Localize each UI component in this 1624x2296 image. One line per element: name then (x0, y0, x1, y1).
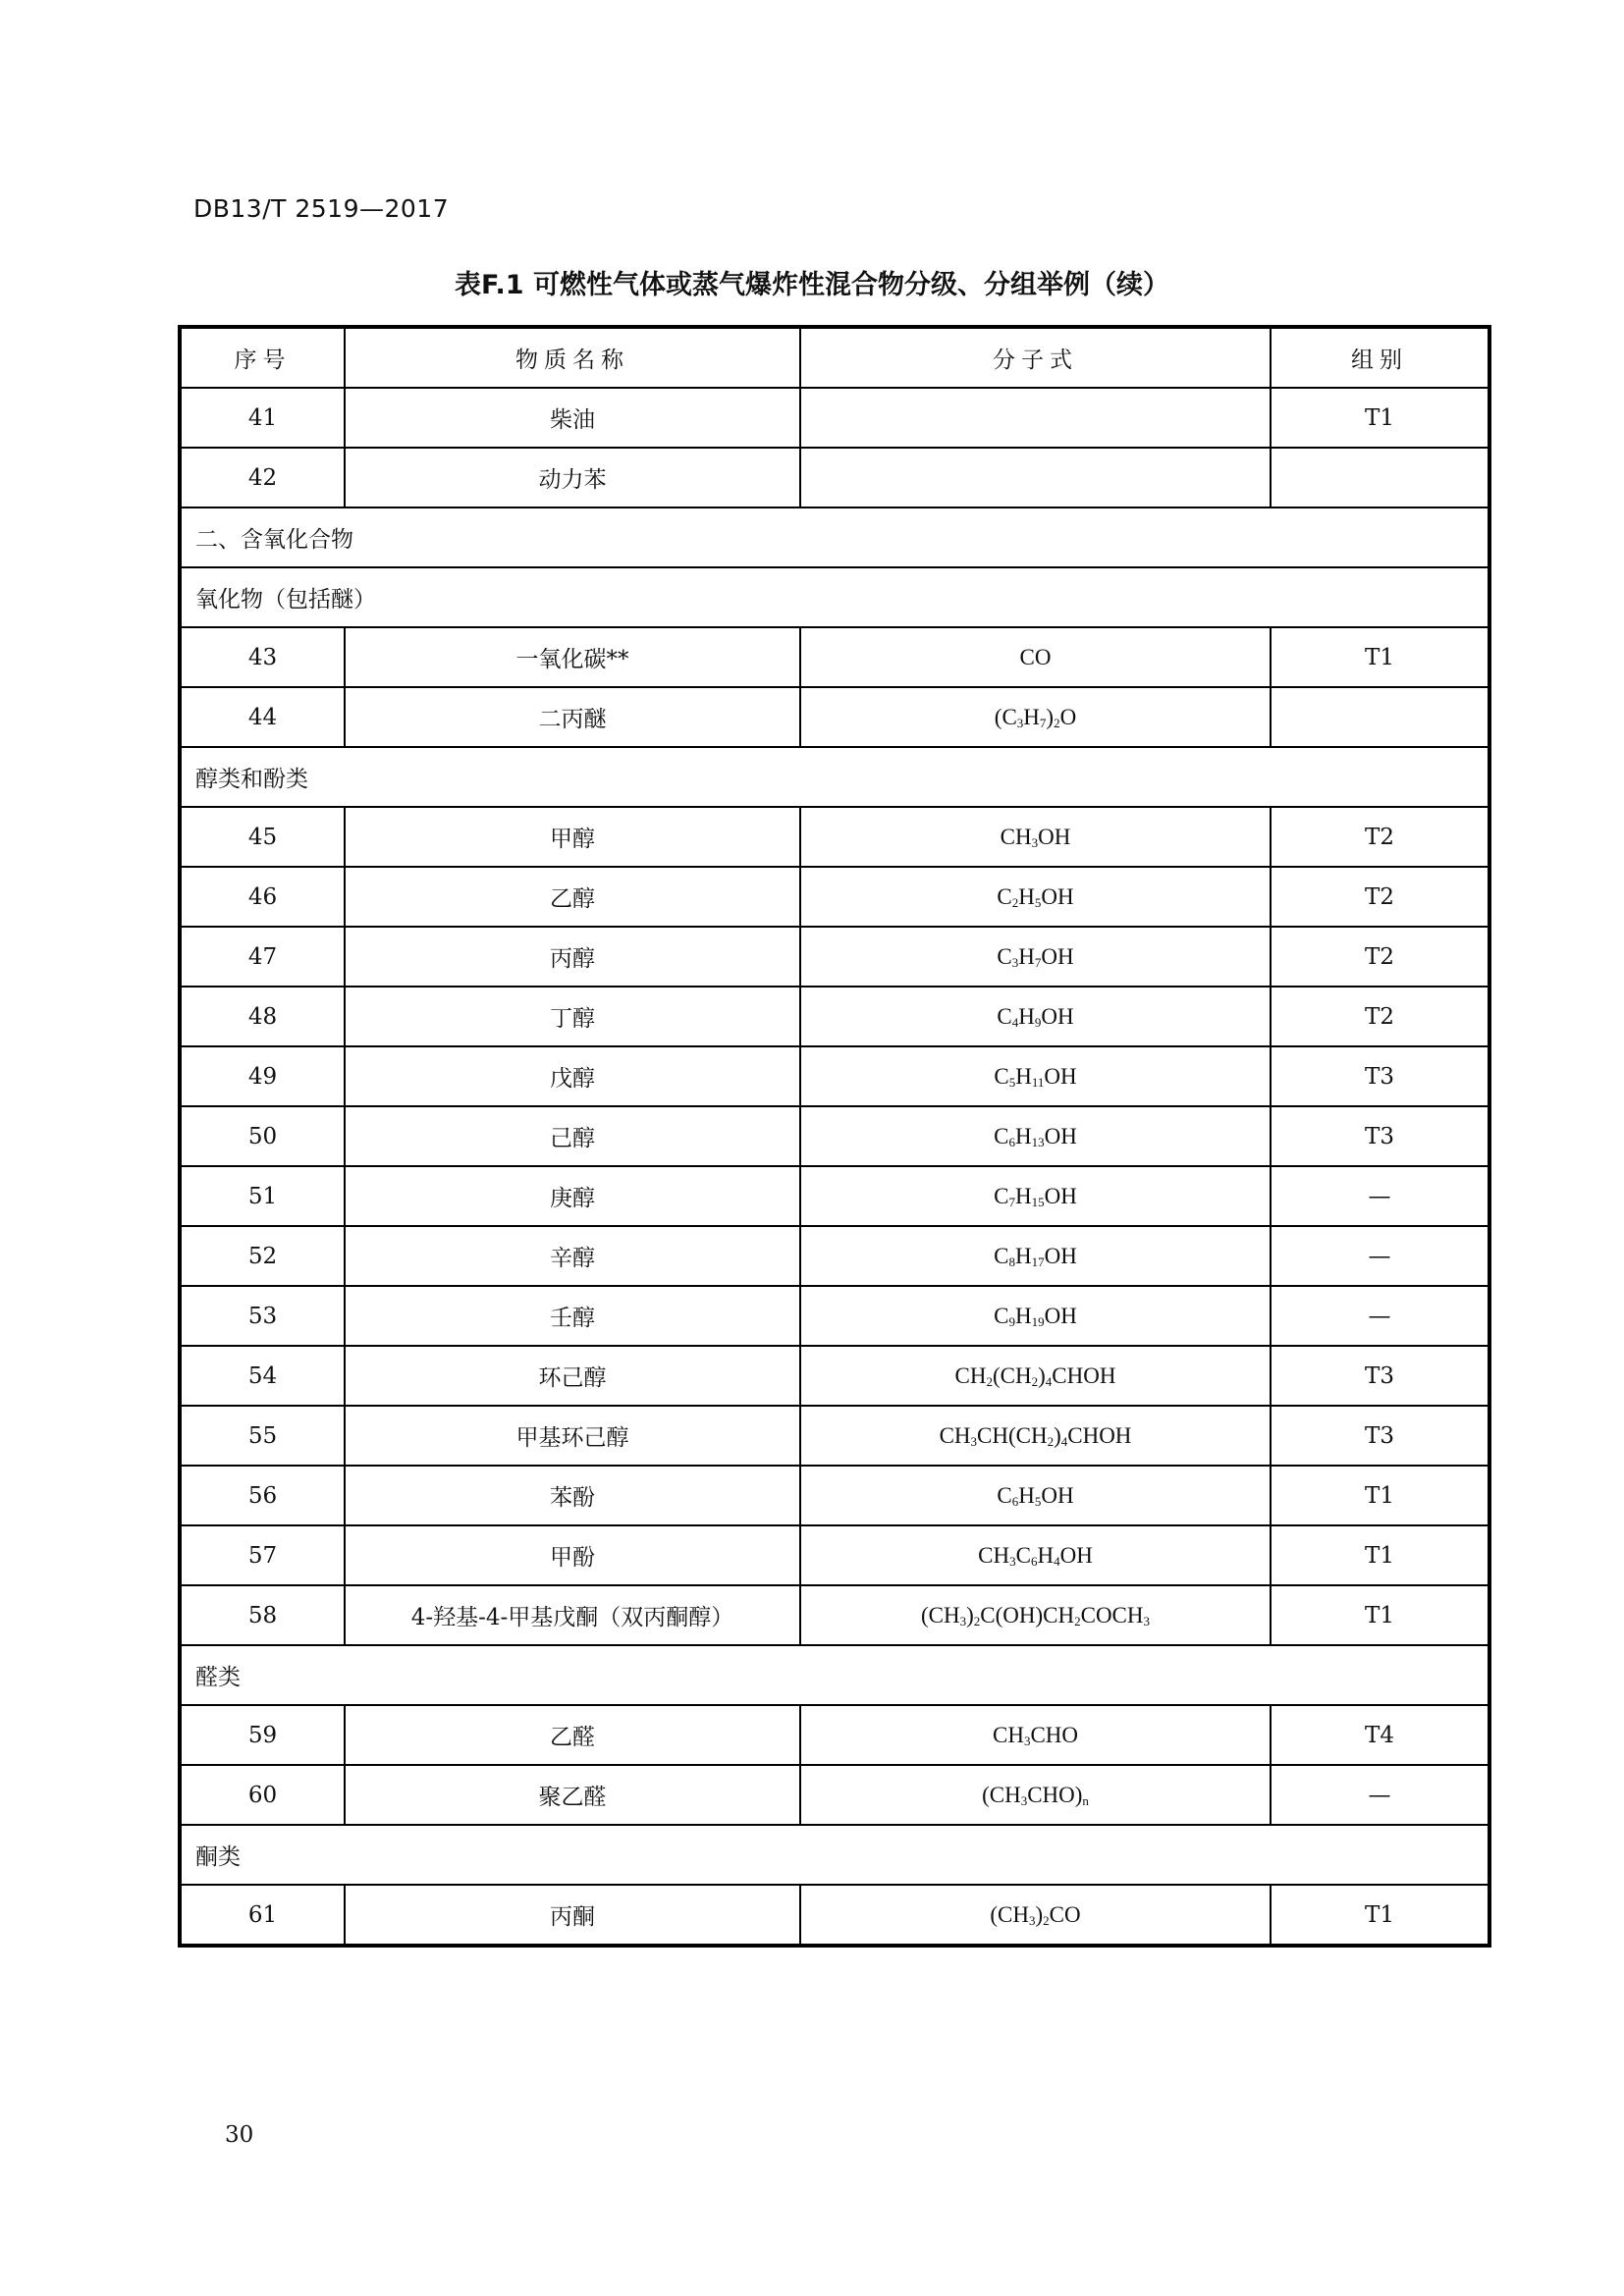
section-label: 酮类 (180, 1825, 1489, 1885)
formula-subscript: 2 (1011, 894, 1019, 910)
formula-part: C (994, 1123, 1009, 1148)
header-name: 物质名称 (345, 327, 800, 388)
cell-no: 56 (180, 1466, 345, 1525)
formula-subscript: 2 (986, 1373, 993, 1389)
cell-name: 戊醇 (345, 1046, 800, 1106)
table-row (180, 448, 1489, 507)
formula-part: OH (1038, 824, 1071, 849)
table-row (180, 1166, 1489, 1226)
formula-part: OH (1041, 1482, 1074, 1508)
cell-group: T3 (1271, 1346, 1489, 1406)
formula-part: CHO) (1027, 1782, 1083, 1807)
cell-formula (800, 867, 1271, 927)
table-title: 表F.1 可燃性气体或蒸气爆炸性混合物分级、分组举例（续） (455, 270, 1169, 300)
cell-no: 41 (180, 388, 345, 448)
formula-subscript: 7 (1008, 1194, 1015, 1209)
table-row (180, 1585, 1489, 1645)
header-no: 序号 (180, 327, 345, 388)
cell-no: 45 (180, 807, 345, 867)
formula-part: OH (1059, 1542, 1093, 1568)
table-row (180, 1466, 1489, 1525)
formula-subscript: 9 (1008, 1313, 1015, 1329)
table-row (180, 867, 1489, 927)
cell-name: 二丙醚 (345, 687, 800, 747)
table-row (180, 1346, 1489, 1406)
cell-no: 58 (180, 1585, 345, 1645)
formula-subscript: 9 (1034, 1014, 1042, 1030)
formula-subscript: 2 (1074, 1613, 1081, 1629)
formula-part: CHOH (1052, 1362, 1116, 1388)
formula-subscript: 6 (1030, 1553, 1038, 1569)
cell-formula (800, 1585, 1271, 1645)
cell-group: — (1271, 1166, 1489, 1226)
cell-no: 54 (180, 1346, 345, 1406)
cell-group: T3 (1271, 1406, 1489, 1466)
formula-subscript: 3 (1009, 1553, 1016, 1569)
formula-part: O (1059, 704, 1077, 729)
section-row (180, 1825, 1489, 1885)
header-formula: 分子式 (800, 327, 1271, 388)
formula-part: ) (1046, 704, 1055, 729)
table-row (180, 1286, 1489, 1346)
cell-no: 55 (180, 1406, 345, 1466)
cell-group: T1 (1271, 627, 1489, 687)
formula-subscript: 3 (1031, 834, 1039, 850)
cell-no: 50 (180, 1106, 345, 1166)
formula-subscript: 4 (1045, 1373, 1053, 1389)
table-row (180, 1226, 1489, 1286)
cell-no: 46 (180, 867, 345, 927)
cell-group: — (1271, 1765, 1489, 1825)
formula-subscript: 3 (1143, 1613, 1151, 1629)
cell-name: 己醇 (345, 1106, 800, 1166)
formula-part: H (1018, 943, 1035, 969)
cell-no: 49 (180, 1046, 345, 1106)
formula-subscript: 19 (1031, 1313, 1045, 1329)
formula-subscript: 3 (1029, 1912, 1036, 1928)
cell-group: T3 (1271, 1106, 1489, 1166)
cell-no: 43 (180, 627, 345, 687)
formula-subscript: 3 (1020, 1792, 1028, 1808)
cell-formula (800, 388, 1271, 448)
formula-part: ) (1054, 1422, 1061, 1448)
formula-part: ) (966, 1602, 974, 1628)
cell-formula (800, 1705, 1271, 1765)
formula-part: C(OH)CH (980, 1602, 1075, 1628)
cell-name: 柴油 (345, 388, 800, 448)
cell-no: 44 (180, 687, 345, 747)
formula-part: H (1014, 1183, 1032, 1208)
formula-part: H (1015, 1063, 1032, 1089)
cell-no: 57 (180, 1525, 345, 1585)
cell-name: 甲酚 (345, 1525, 800, 1585)
cell-name: 乙醇 (345, 867, 800, 927)
formula-part: CH (939, 1422, 971, 1448)
formula-part: C (994, 1243, 1009, 1268)
cell-group: — (1271, 1226, 1489, 1286)
formula-part: H (1018, 883, 1035, 909)
formula-part: H (1037, 1542, 1055, 1568)
formula-part: COCH (1080, 1602, 1144, 1628)
cell-formula (800, 1226, 1271, 1286)
section-row (180, 1645, 1489, 1705)
cell-group: T4 (1271, 1705, 1489, 1765)
cell-group: T2 (1271, 807, 1489, 867)
section-label: 醇类和酚类 (180, 747, 1489, 807)
section-label: 醛类 (180, 1645, 1489, 1705)
formula-part: CH(CH (977, 1422, 1048, 1448)
formula-subscript: 6 (1008, 1134, 1015, 1149)
formula-subscript: 2 (973, 1613, 981, 1629)
formula-part: (CH (992, 1362, 1032, 1388)
table-row (180, 687, 1489, 747)
table-row (180, 807, 1489, 867)
formula-part: OH (1044, 1063, 1077, 1089)
section-row (180, 567, 1489, 627)
formula-subscript: 2 (1054, 715, 1060, 730)
cell-formula (800, 1166, 1271, 1226)
cell-formula (800, 627, 1271, 687)
table-header-row (180, 327, 1489, 388)
cell-name: 聚乙醛 (345, 1765, 800, 1825)
cell-no: 61 (180, 1885, 345, 1946)
cell-no: 52 (180, 1226, 345, 1286)
cell-group: T1 (1271, 1525, 1489, 1585)
cell-formula (800, 1525, 1271, 1585)
substance-table (178, 325, 1491, 1948)
formula-part: CO (1049, 1901, 1081, 1927)
cell-group: T1 (1271, 388, 1489, 448)
cell-name: 丙酮 (345, 1885, 800, 1946)
formula-part: C (997, 883, 1012, 909)
formula-subscript: 4 (1011, 1014, 1019, 1030)
table-row (180, 1046, 1489, 1106)
cell-name: 壬醇 (345, 1286, 800, 1346)
cell-formula (800, 1106, 1271, 1166)
formula-subscript: 6 (1011, 1493, 1019, 1509)
cell-no: 42 (180, 448, 345, 507)
formula-subscript: 4 (1054, 1553, 1060, 1569)
formula-part: CHO (1030, 1722, 1078, 1747)
formula-subscript: 3 (1023, 1733, 1031, 1748)
formula-part: ) (1038, 1362, 1046, 1388)
formula-part: CO (1019, 644, 1052, 669)
formula-part: C (994, 1303, 1009, 1328)
table-row (180, 1106, 1489, 1166)
table-row (180, 1406, 1489, 1466)
formula-subscript: 2 (1047, 1433, 1055, 1449)
header-group: 组别 (1271, 327, 1489, 388)
table-body (180, 388, 1489, 1946)
formula-subscript: 5 (1008, 1074, 1016, 1090)
formula-subscript: 11 (1031, 1074, 1045, 1090)
cell-formula (800, 448, 1271, 507)
cell-group: T2 (1271, 927, 1489, 987)
formula-subscript: 7 (1034, 954, 1042, 970)
formula-part: OH (1044, 1123, 1077, 1148)
formula-part: C (994, 1063, 1009, 1089)
cell-no: 48 (180, 987, 345, 1046)
cell-formula (800, 927, 1271, 987)
cell-no: 47 (180, 927, 345, 987)
cell-formula (800, 1466, 1271, 1525)
cell-formula (800, 987, 1271, 1046)
section-row (180, 747, 1489, 807)
section-label: 二、含氧化合物 (180, 507, 1489, 567)
formula-subscript: 3 (1011, 954, 1019, 970)
formula-subscript: 13 (1031, 1134, 1045, 1149)
cell-name: 动力苯 (345, 448, 800, 507)
cell-name: 环己醇 (345, 1346, 800, 1406)
formula-subscript: n (1082, 1792, 1089, 1808)
formula-part: H (1014, 1123, 1032, 1148)
cell-group (1271, 687, 1489, 747)
cell-group: T1 (1271, 1585, 1489, 1645)
cell-formula (800, 1346, 1271, 1406)
formula-part: CH (978, 1542, 1010, 1568)
table-row (180, 987, 1489, 1046)
cell-group: — (1271, 1286, 1489, 1346)
formula-part: H (1023, 704, 1040, 729)
formula-subscript: 17 (1031, 1254, 1045, 1269)
formula-subscript: 3 (959, 1613, 967, 1629)
formula-subscript: 15 (1031, 1194, 1045, 1209)
formula-part: H (1018, 1003, 1035, 1029)
cell-name: 辛醇 (345, 1226, 800, 1286)
formula-subscript: 2 (1031, 1373, 1039, 1389)
formula-subscript: 5 (1034, 1493, 1042, 1509)
cell-name: 4-羟基-4-甲基戊酮（双丙酮醇） (345, 1585, 800, 1645)
formula-part: CHOH (1067, 1422, 1132, 1448)
table-row (180, 1885, 1489, 1946)
cell-group (1271, 448, 1489, 507)
cell-name: 甲醇 (345, 807, 800, 867)
cell-group: T3 (1271, 1046, 1489, 1106)
table-row (180, 927, 1489, 987)
cell-name: 庚醇 (345, 1166, 800, 1226)
formula-part: H (1018, 1482, 1035, 1508)
cell-no: 60 (180, 1765, 345, 1825)
cell-formula (800, 1286, 1271, 1346)
formula-part: C (997, 1482, 1012, 1508)
cell-name: 苯酚 (345, 1466, 800, 1525)
formula-part: H (1014, 1243, 1032, 1268)
formula-part: ) (1035, 1901, 1044, 1927)
formula-part: (CH (982, 1782, 1021, 1807)
formula-part: OH (1041, 1003, 1074, 1029)
formula-part: CH (1000, 824, 1032, 849)
cell-no: 51 (180, 1166, 345, 1226)
formula-subscript: 7 (1039, 715, 1047, 730)
formula-part: H (1014, 1303, 1032, 1328)
cell-formula (800, 1885, 1271, 1946)
cell-name: 一氧化碳** (345, 627, 800, 687)
cell-formula (800, 1046, 1271, 1106)
cell-formula (800, 807, 1271, 867)
formula-subscript: 2 (1043, 1912, 1050, 1928)
cell-formula (800, 1406, 1271, 1466)
document-code: DB13/T 2519—2017 (193, 194, 450, 223)
cell-name: 丁醇 (345, 987, 800, 1046)
table-row (180, 388, 1489, 448)
section-label: 氧化物（包括醚） (180, 567, 1489, 627)
cell-formula (800, 1765, 1271, 1825)
table-row (180, 1765, 1489, 1825)
formula-subscript: 3 (970, 1433, 978, 1449)
table-row (180, 1705, 1489, 1765)
formula-part: OH (1041, 883, 1074, 909)
formula-part: OH (1044, 1243, 1077, 1268)
formula-subscript: 5 (1034, 894, 1042, 910)
formula-part: C (997, 1003, 1012, 1029)
cell-group: T2 (1271, 987, 1489, 1046)
cell-name: 乙醛 (345, 1705, 800, 1765)
table-row (180, 1525, 1489, 1585)
cell-group: T2 (1271, 867, 1489, 927)
formula-part: C (994, 1183, 1009, 1208)
formula-part: (C (994, 704, 1017, 729)
formula-part: CH (992, 1722, 1024, 1747)
cell-no: 53 (180, 1286, 345, 1346)
formula-part: CH (954, 1362, 987, 1388)
cell-name: 甲基环己醇 (345, 1406, 800, 1466)
cell-group: T1 (1271, 1885, 1489, 1946)
formula-subscript: 4 (1060, 1433, 1068, 1449)
table-row (180, 627, 1489, 687)
section-row (180, 507, 1489, 567)
formula-part: (CH (990, 1901, 1029, 1927)
cell-no: 59 (180, 1705, 345, 1765)
formula-part: C (997, 943, 1012, 969)
formula-subscript: 3 (1016, 715, 1024, 730)
formula-part: C (1015, 1542, 1031, 1568)
page-number: 30 (225, 2122, 254, 2148)
formula-part: OH (1044, 1183, 1077, 1208)
formula-part: OH (1044, 1303, 1077, 1328)
formula-part: OH (1041, 943, 1074, 969)
cell-name: 丙醇 (345, 927, 800, 987)
cell-formula (800, 687, 1271, 747)
cell-group: T1 (1271, 1466, 1489, 1525)
formula-part: (CH (920, 1602, 960, 1628)
formula-subscript: 8 (1008, 1254, 1015, 1269)
